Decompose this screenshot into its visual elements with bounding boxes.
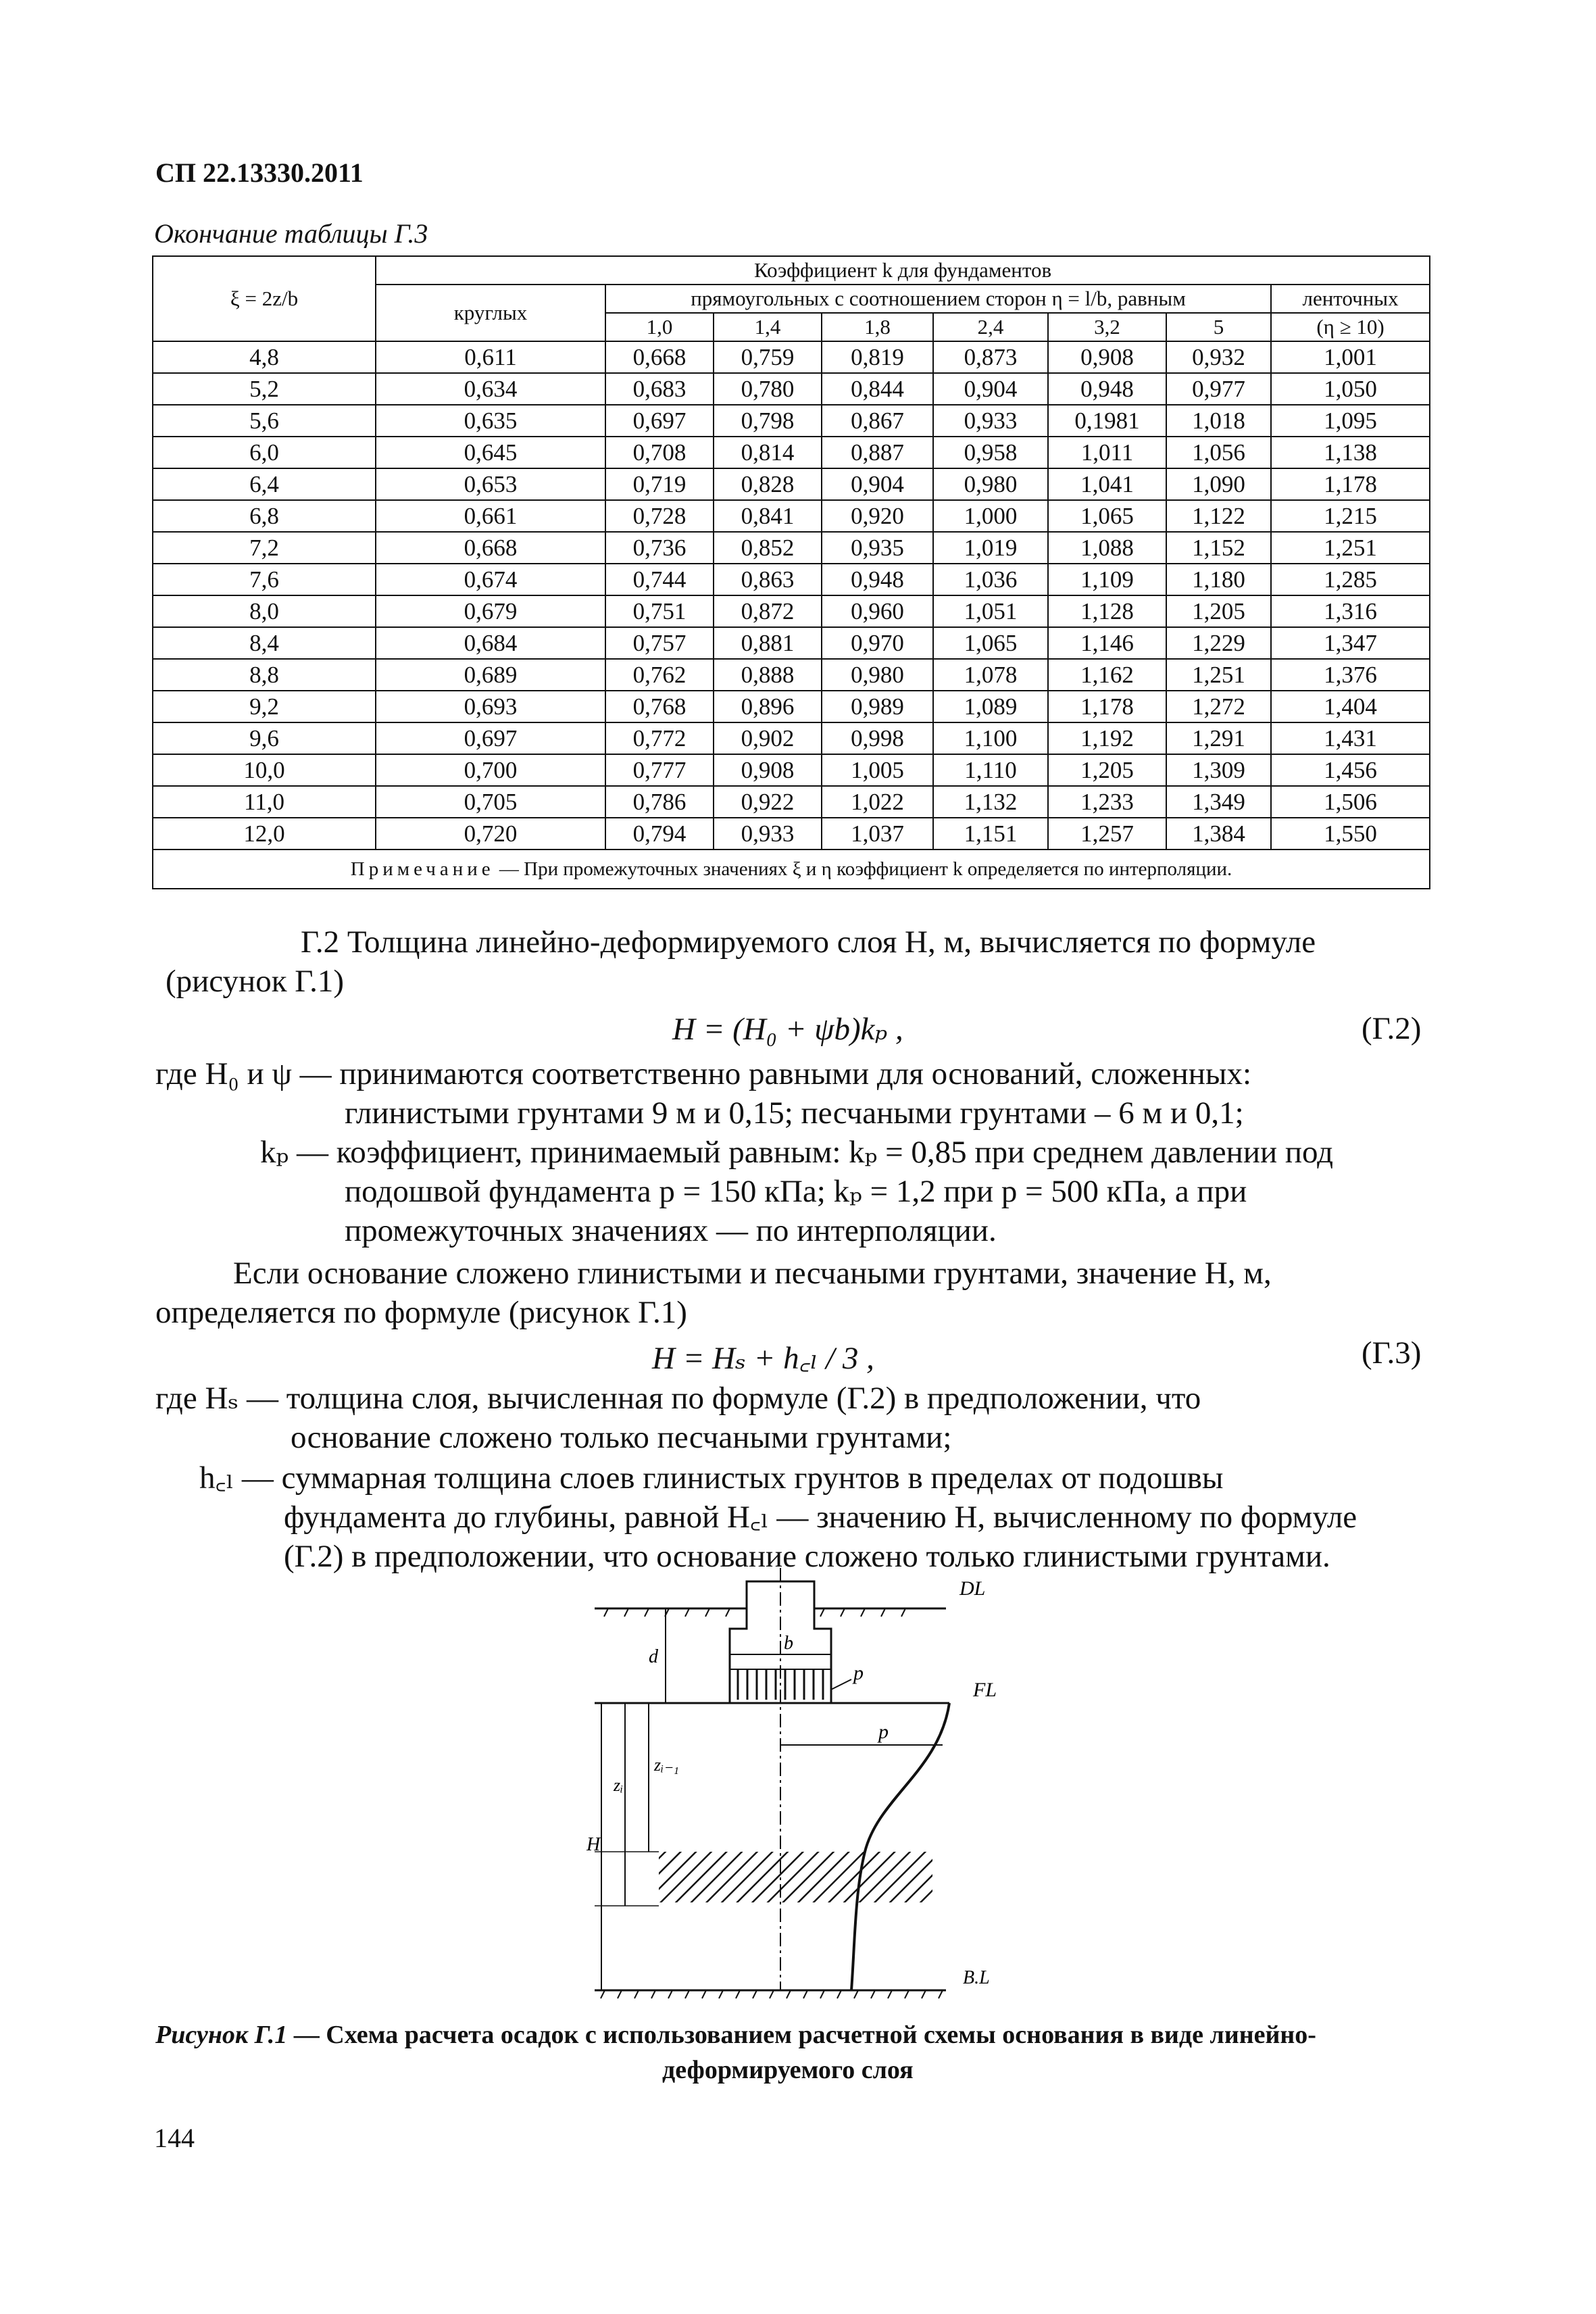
k-value-cell: 1,019 [933,532,1048,564]
k-value-cell: 0,635 [376,405,605,437]
k-value-cell: 1,291 [1166,722,1271,754]
table-row [153,373,1430,405]
k-value-cell: 0,780 [714,373,822,405]
k-value-cell: 0,958 [933,437,1048,468]
k-value-cell: 0,935 [822,532,933,564]
k-value-cell: 0,908 [714,754,822,786]
k-value-cell: 0,772 [605,722,714,754]
k-value-cell: 0,719 [605,468,714,500]
xi-cell: 11,0 [153,786,376,818]
k-value-cell: 0,841 [714,500,822,532]
xi-cell: 6,8 [153,500,376,532]
k-value-cell: 1,272 [1166,691,1271,722]
definition-line: глинистыми грунтами 9 м и 0,15; песчаными грунтами – 6 м и 0,1; [345,1096,1244,1131]
k-value-cell: 0,683 [605,373,714,405]
definition-line: где Hₛ — толщина слоя, вычисленная по формуле (Г.2) в предположении, что [155,1381,1201,1416]
table-row [153,405,1430,437]
k-value-cell: 0,970 [822,627,933,659]
k-value-cell: 1,109 [1048,564,1166,595]
k-value-cell: 1,257 [1048,818,1166,850]
definition-line: подошвой фундамента p = 150 кПа; kₚ = 1,2 при p = 500 кПа, а при [345,1174,1247,1209]
k-value-cell: 1,088 [1048,532,1166,564]
k-value-cell: 1,050 [1271,373,1430,405]
k-value-cell: 1,051 [933,595,1048,627]
xi-cell: 5,6 [153,405,376,437]
k-value-cell: 1,316 [1271,595,1430,627]
k-value-cell: 1,065 [1048,500,1166,532]
k-value-cell: 1,065 [933,627,1048,659]
k-value-cell: 0,768 [605,691,714,722]
k-value-cell: 0,757 [605,627,714,659]
table-row [153,341,1430,373]
equation-number: (Г.2) [1362,1011,1422,1046]
header-ratio: 5 [1166,313,1271,341]
k-value-cell: 1,018 [1166,405,1271,437]
definition-line: h꜀ₗ — суммарная толщина слоев глинистых грунтов в пределах от подошвы [199,1460,1224,1496]
layer-hatch [659,1852,932,1902]
k-value-cell: 0,998 [822,722,933,754]
k-value-cell: 1,431 [1271,722,1430,754]
k-value-cell: 1,178 [1048,691,1166,722]
table-row [153,500,1430,532]
h-label: H [587,1834,601,1855]
k-value-cell: 1,100 [933,722,1048,754]
k-value-cell: 0,728 [605,500,714,532]
k-value-cell: 1,347 [1271,627,1430,659]
k-value-cell: 0,904 [933,373,1048,405]
header-round: круглых [376,285,605,341]
definition-line: (Г.2) в предположении, что основание сложено только глинистыми грунтами. [284,1539,1330,1574]
table-row [153,564,1430,595]
k-value-cell: 0,794 [605,818,714,850]
header-xi: ξ = 2z/b [153,256,376,341]
figure-caption-line2: деформируемого слоя [662,2056,914,2084]
k-value-cell: 0,819 [822,341,933,373]
table-body [153,341,1430,850]
header-strip: ленточных [1271,285,1430,313]
k-value-cell: 0,977 [1166,373,1271,405]
k-value-cell: 1,178 [1271,468,1430,500]
k-value-cell: 0,798 [714,405,822,437]
k-value-cell: 1,229 [1166,627,1271,659]
k-value-cell: 0,684 [376,627,605,659]
definition-line: фундамента до глубины, равной H꜀ₗ — значению H, вычисленному по формуле [284,1500,1357,1535]
k-value-cell: 0,920 [822,500,933,532]
xi-cell: 7,6 [153,564,376,595]
k-value-cell: 1,162 [1048,659,1166,691]
document-code: СП 22.13330.2011 [155,157,364,188]
b-label: b [784,1633,793,1654]
header-ratio: 1,4 [714,313,822,341]
k-value-cell: 1,078 [933,659,1048,691]
k-value-cell: 0,668 [376,532,605,564]
k-value-cell: 1,309 [1166,754,1271,786]
k-value-cell: 0,674 [376,564,605,595]
k-value-cell: 1,192 [1048,722,1166,754]
k-value-cell: 0,777 [605,754,714,786]
zi-label: zᵢ [614,1775,624,1795]
k-value-cell: 1,205 [1166,595,1271,627]
k-value-cell: 0,980 [822,659,933,691]
table-row [153,754,1430,786]
bl-label: B.L [963,1967,990,1988]
k-value-cell: 0,828 [714,468,822,500]
xi-cell: 4,8 [153,341,376,373]
k-value-cell: 0,705 [376,786,605,818]
k-value-cell: 0,814 [714,437,822,468]
header-ratio: 1,0 [605,313,714,341]
k-value-cell: 0,867 [822,405,933,437]
k-value-cell: 1,011 [1048,437,1166,468]
stress-distribution-curve [851,1703,949,1990]
k-value-cell: 0,933 [714,818,822,850]
xi-cell: 7,2 [153,532,376,564]
k-value-cell: 0,852 [714,532,822,564]
table-caption: Окончание таблицы Г.3 [154,218,428,249]
k-value-cell: 1,056 [1166,437,1271,468]
k-value-cell: 1,384 [1166,818,1271,850]
note-lead: Примечание [350,858,495,880]
k-value-cell: 0,693 [376,691,605,722]
note-text: — При промежуточных значениях ξ и η коэффициент k определяется по интерполяции. [494,858,1232,880]
k-value-cell: 0,700 [376,754,605,786]
k-value-cell: 0,933 [933,405,1048,437]
table-row [153,468,1430,500]
xi-cell: 12,0 [153,818,376,850]
k-value-cell: 1,251 [1166,659,1271,691]
xi-cell: 8,4 [153,627,376,659]
header-strip-condition: (η ≥ 10) [1271,313,1430,341]
k-value-cell: 0,697 [376,722,605,754]
xi-cell: 8,0 [153,595,376,627]
header-ratio: 3,2 [1048,313,1166,341]
k-value-cell: 1,110 [933,754,1048,786]
xi-cell: 9,2 [153,691,376,722]
k-value-cell: 1,090 [1166,468,1271,500]
k-value-cell: 1,000 [933,500,1048,532]
k-value-cell: 0,1981 [1048,405,1166,437]
k-value-cell: 1,037 [822,818,933,850]
k-value-cell: 0,980 [933,468,1048,500]
header-rect-group: прямоугольных с соотношением сторон η = l/b, равным [605,285,1271,313]
xi-cell: 10,0 [153,754,376,786]
k-value-cell: 0,873 [933,341,1048,373]
p-curve-label: p [878,1721,889,1743]
k-value-cell: 1,251 [1271,532,1430,564]
bottom-hatching [601,1990,943,1998]
table-row [153,627,1430,659]
k-value-cell: 1,550 [1271,818,1430,850]
k-value-cell: 1,404 [1271,691,1430,722]
formula-g3: H = Hₛ + h꜀ₗ / 3 , [652,1341,874,1376]
k-value-cell: 1,122 [1166,500,1271,532]
k-value-cell: 0,668 [605,341,714,373]
k-value-cell: 1,152 [1166,532,1271,564]
page-number: 144 [154,2123,195,2153]
k-value-cell: 0,948 [822,564,933,595]
k-value-cell: 0,736 [605,532,714,564]
k-value-cell: 0,679 [376,595,605,627]
k-value-cell: 0,689 [376,659,605,691]
k-value-cell: 0,902 [714,722,822,754]
k-value-cell: 1,506 [1271,786,1430,818]
xi-cell: 6,4 [153,468,376,500]
table-row [153,722,1430,754]
table-row [153,659,1430,691]
table-note [153,850,1430,889]
paragraph-line: Если основание сложено глинистыми и песчаными грунтами, значение H, м, [233,1256,1272,1291]
header-ratio: 2,4 [933,313,1048,341]
k-value-cell: 0,948 [1048,373,1166,405]
table-row [153,818,1430,850]
k-value-cell: 0,634 [376,373,605,405]
k-value-cell: 1,005 [822,754,933,786]
k-value-cell: 0,904 [822,468,933,500]
k-value-cell: 1,349 [1166,786,1271,818]
definition-line: где H₀ и ψ — принимаются соответственно равными для оснований, сложенных: [155,1056,1252,1091]
k-value-cell: 1,205 [1048,754,1166,786]
k-value-cell: 1,138 [1271,437,1430,468]
k-value-cell: 1,036 [933,564,1048,595]
zi1-label: zᵢ₋₁ [654,1755,679,1775]
k-value-cell: 1,041 [1048,468,1166,500]
paragraph-line: (рисунок Г.1) [166,964,345,999]
p-label: p [853,1662,864,1684]
k-value-cell: 1,215 [1271,500,1430,532]
k-value-cell: 1,151 [933,818,1048,850]
k-value-cell: 1,022 [822,786,933,818]
p-leader [831,1679,851,1690]
k-value-cell: 1,376 [1271,659,1430,691]
k-value-cell: 0,989 [822,691,933,722]
paragraph-line: Г.2 Толщина линейно-деформируемого слоя H, м, вычисляется по формуле [301,925,1316,960]
xi-cell: 9,6 [153,722,376,754]
k-value-cell: 0,697 [605,405,714,437]
definition-line: kₚ — коэффициент, принимаемый равным: kₚ = 0,85 при среднем давлении под [260,1135,1334,1170]
d-label: d [649,1646,658,1667]
k-value-cell: 0,844 [822,373,933,405]
xi-cell: 8,8 [153,659,376,691]
definition-line: промежуточных значениях — по интерполяции. [345,1213,997,1248]
k-value-cell: 1,132 [933,786,1048,818]
k-value-cell: 1,128 [1048,595,1166,627]
k-value-cell: 0,922 [714,786,822,818]
table-row [153,595,1430,627]
k-value-cell: 0,872 [714,595,822,627]
k-value-cell: 0,661 [376,500,605,532]
k-value-cell: 0,759 [714,341,822,373]
header-ratio: 1,8 [822,313,933,341]
k-value-cell: 1,146 [1048,627,1166,659]
definition-line: основание сложено только песчаными грунтами; [291,1420,952,1455]
formula-g2: H = (H₀ + ψb)kₚ , [672,1012,903,1047]
k-value-cell: 0,751 [605,595,714,627]
k-value-cell: 1,095 [1271,405,1430,437]
k-value-cell: 1,001 [1271,341,1430,373]
k-value-cell: 0,653 [376,468,605,500]
table-row [153,786,1430,818]
k-value-cell: 0,888 [714,659,822,691]
k-value-cell: 0,762 [605,659,714,691]
table-row [153,437,1430,468]
k-value-cell: 0,881 [714,627,822,659]
k-value-cell: 1,456 [1271,754,1430,786]
k-value-cell: 0,932 [1166,341,1271,373]
k-value-cell: 0,720 [376,818,605,850]
table-row [153,691,1430,722]
equation-number: (Г.3) [1362,1335,1422,1371]
k-value-cell: 0,708 [605,437,714,468]
k-value-cell: 0,645 [376,437,605,468]
header-k-group: Коэффициент k для фундаментов [376,256,1430,285]
k-value-cell: 0,611 [376,341,605,373]
k-value-cell: 0,786 [605,786,714,818]
settlement-scheme-figure [581,1568,1068,2007]
fl-label: FL [973,1679,997,1701]
figure-caption-lead: Рисунок Г.1 [155,2021,288,2049]
table-row [153,532,1430,564]
figure-caption-text: — Схема расчета осадок с использованием расчетной схемы основания в виде линейно- [287,2021,1316,2049]
coefficient-table [152,255,1430,889]
k-value-cell: 0,896 [714,691,822,722]
k-value-cell: 0,908 [1048,341,1166,373]
paragraph-line: определяется по формуле (рисунок Г.1) [155,1295,687,1330]
k-value-cell: 0,960 [822,595,933,627]
k-value-cell: 1,089 [933,691,1048,722]
figure-caption [155,2017,1439,2088]
dl-label: DL [959,1577,986,1600]
k-value-cell: 1,285 [1271,564,1430,595]
k-value-cell: 1,233 [1048,786,1166,818]
k-value-cell: 0,744 [605,564,714,595]
k-value-cell: 1,180 [1166,564,1271,595]
k-value-cell: 0,887 [822,437,933,468]
xi-cell: 5,2 [153,373,376,405]
xi-cell: 6,0 [153,437,376,468]
k-value-cell: 0,863 [714,564,822,595]
